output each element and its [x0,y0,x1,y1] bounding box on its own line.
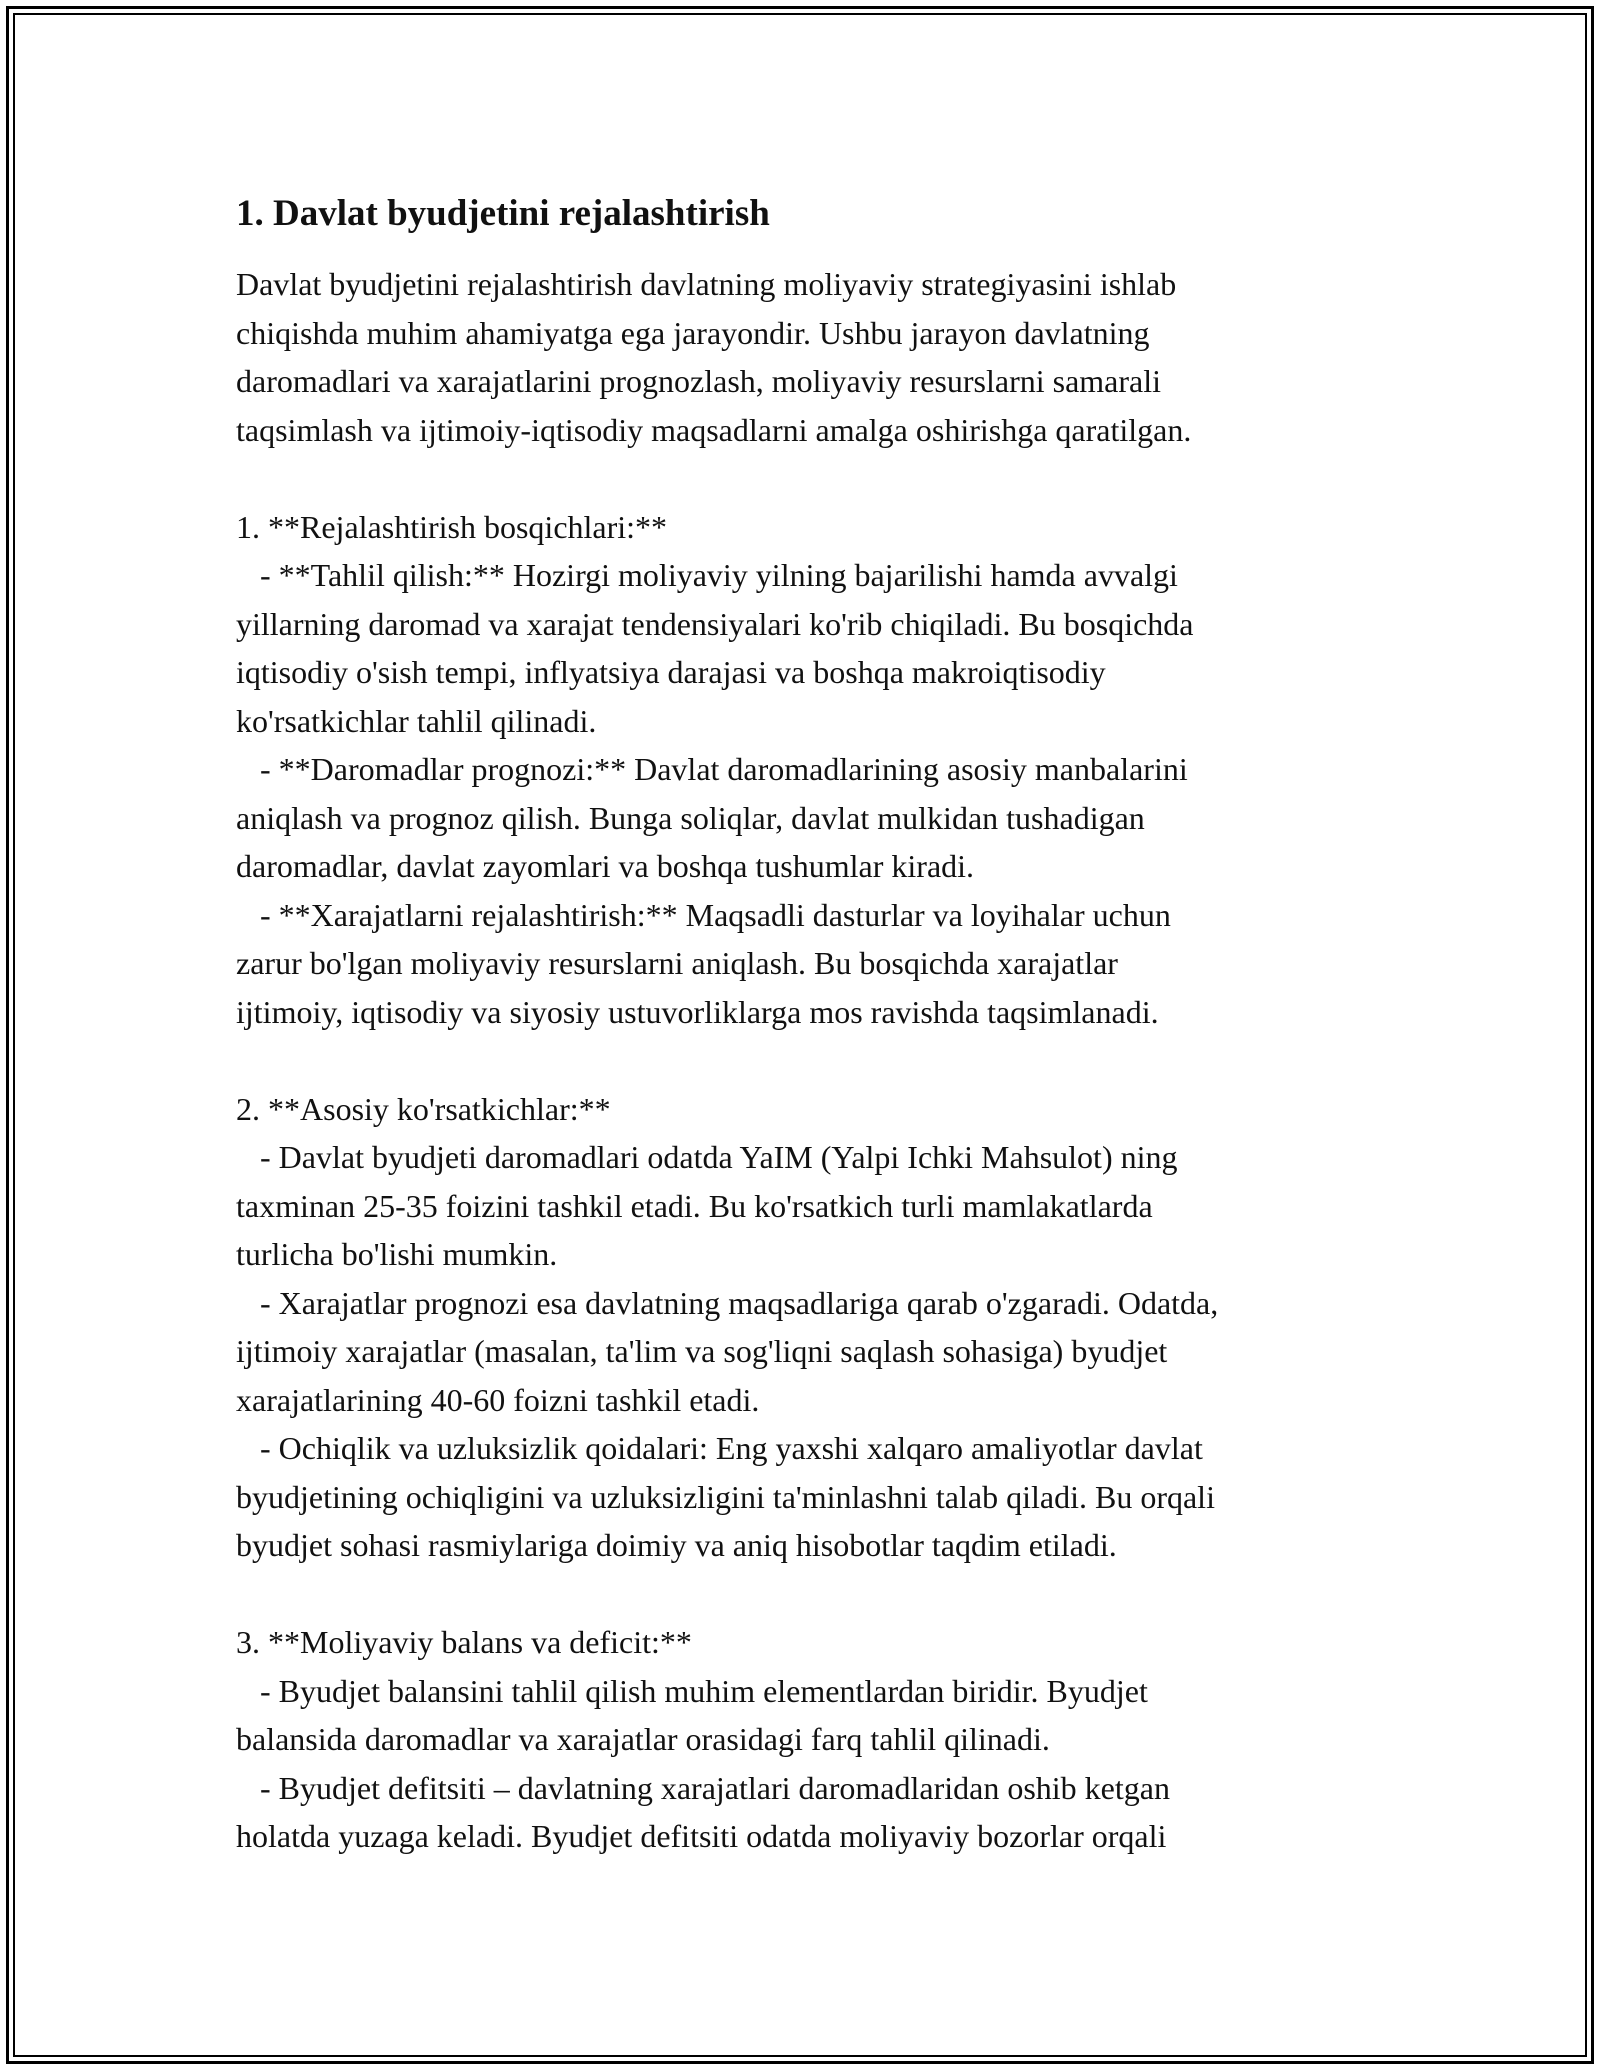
text-line: daromadlari va xarajatlarini prognozlash, moliyaviy resurslarni samarali [236,363,1161,399]
text-line: byudjet sohasi rasmiylariga doimiy va aniq hisobotlar taqdim etiladi. [236,1527,1117,1563]
text-line: Davlat byudjetini rejalashtirish davlatning moliyaviy strategiyasini ishlab [236,266,1177,302]
text-line: taqsimlash va ijtimoiy-iqtisodiy maqsadlarni amalga oshirishga qaratilgan. [236,411,1192,448]
text-line: taxminan 25-35 foizini tashkil etadi. Bu ko'rsatkich turli mamlakatlarda [236,1187,1153,1224]
text-line: iqtisodiy o'sish tempi, inflyatsiya darajasi va boshqa makroiqtisodiy [236,654,1106,690]
text-line: holatda yuzaga keladi. Byudjet defitsiti odatda moliyaviy bozorlar orqali [236,1818,1167,1854]
text-line: - Xarajatlar prognozi esa davlatning maqsadlariga qarab o'zgaradi. Odatda, [236,1284,1219,1321]
text-line: - Byudjet defitsiti – davlatning xarajatlari daromadlaridan oshib ketgan [236,1769,1170,1806]
text-line: - **Tahlil qilish:** Hozirgi moliyaviy yilning bajarilishi hamda avvalgi [236,557,1178,593]
text-line: ijtimoiy xarajatlar (masalan, ta'lim va sog'liqni saqlash sohasiga) byudjet [236,1333,1168,1369]
text-line: daromadlar, davlat zayomlari va boshqa tushumlar kiradi. [236,848,975,884]
text-line: - **Daromadlar prognozi:** Davlat daromadlarining asosiy manbalarini [236,751,1188,787]
text-line [236,1570,1376,1619]
text-line: - Ochiqlik va uzluksizlik qoidalari: Eng yaxshi xalqaro amaliyotlar davlat [236,1430,1203,1466]
text-line: byudjetining ochiqligini va uzluksizligini ta'minlashni talab qiladi. Bu orqali [236,1478,1215,1515]
text-line [236,454,1376,503]
text-line: 1. **Rejalashtirish bosqichlari:** [236,508,668,545]
text-line: turlicha bo'lishi mumkin. [236,1236,558,1272]
text-line: balansida daromadlar va xarajatlar orasidagi farq tahlil qilinadi. [236,1721,1050,1757]
text-line: 3. **Moliyaviy balans va deficit:** [236,1624,692,1660]
text-line [236,1036,1376,1085]
text-line: xarajatlarining 40-60 foizni tashkil etadi. [236,1381,760,1418]
text-line: zarur bo'lgan moliyaviy resurslarni aniqlash. Bu bosqichda xarajatlar [236,945,1118,981]
text-line: ko'rsatkichlar tahlil qilinadi. [236,702,597,739]
text-line: aniqlash va prognoz qilish. Bunga soliqlar, davlat mulkidan tushadigan [236,799,1145,836]
text-line: ijtimoiy, iqtisodiy va siyosiy ustuvorliklarga mos ravishda taqsimlanadi. [236,993,1159,1030]
text-line: chiqishda muhim ahamiyatga ega jarayondir. Ushbu jarayon davlatning [236,314,1150,351]
section-heading: 1. Davlat byudjetini rejalashtirish [236,193,770,234]
text-line: - Byudjet balansini tahlil qilish muhim elementlardan biridir. Byudjet [236,1672,1148,1709]
text-line: yillarning daromad va xarajat tendensiyalari ko'rib chiqiladi. Bu bosqichda [236,605,1194,642]
body-text [236,260,1376,1861]
text-line: - **Xarajatlarni rejalashtirish:** Maqsadli dasturlar va loyihalar uchun [236,896,1171,933]
text-line: - Davlat byudjeti daromadlari odatda YaIM (Yalpi Ichki Mahsulot) ning [236,1139,1178,1175]
text-line: 2. **Asosiy ko'rsatkichlar:** [236,1090,611,1127]
document-body [236,190,1376,1861]
